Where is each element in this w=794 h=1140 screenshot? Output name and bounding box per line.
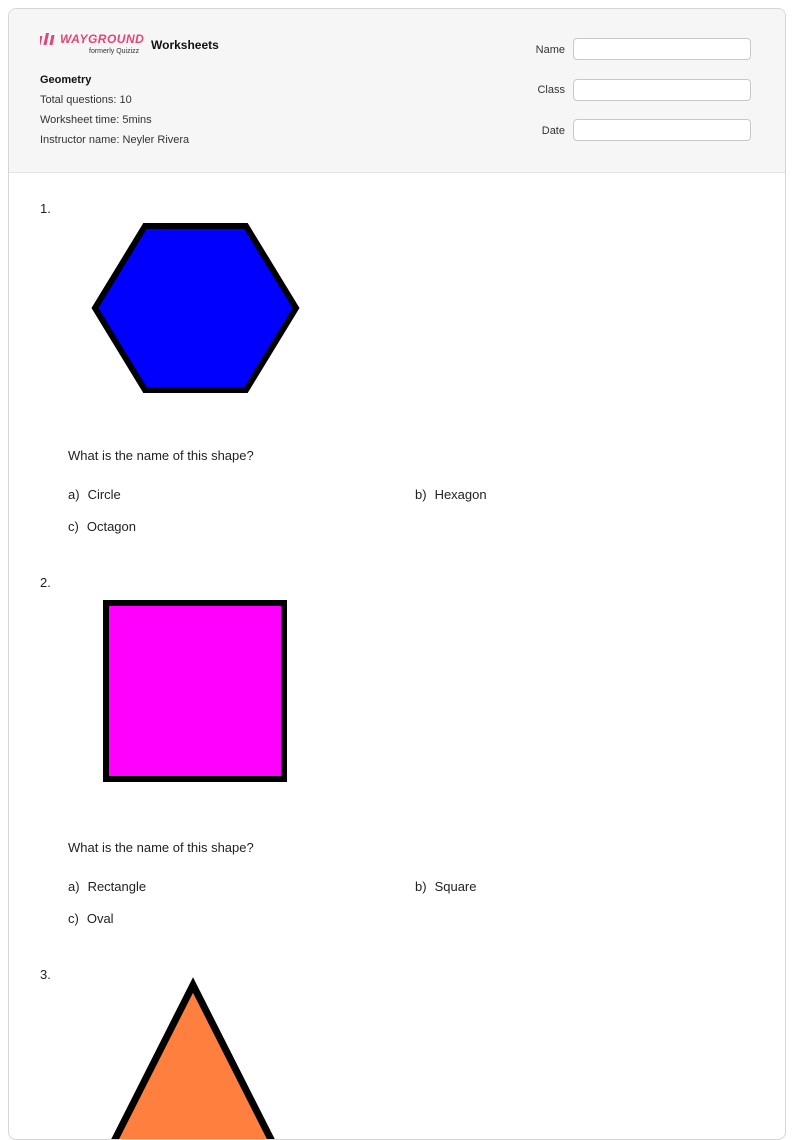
logo-wordmark: WAYGROUND	[60, 32, 145, 46]
answer-option[interactable]	[68, 879, 146, 894]
class-field[interactable]	[573, 79, 751, 101]
option-letter: c)	[68, 519, 79, 534]
option-text: Octagon	[86, 519, 136, 534]
worksheet-header	[9, 9, 785, 173]
option-text: Hexagon	[434, 487, 487, 502]
option-text: Square	[434, 879, 477, 894]
hexagon-shape	[91, 222, 301, 394]
question-number: 2.	[40, 575, 51, 590]
triangle-shape	[93, 979, 293, 1140]
option-letter: a)	[68, 879, 80, 894]
worksheet-title: Geometry	[40, 74, 92, 86]
wayground-logo-icon	[40, 33, 58, 45]
option-text: Oval	[86, 911, 114, 926]
answer-option[interactable]	[415, 879, 476, 894]
answer-option[interactable]	[68, 911, 114, 926]
option-letter: b)	[415, 879, 427, 894]
name-label: Name	[535, 44, 565, 56]
date-label: Date	[541, 125, 565, 137]
question-prompt: What is the name of this shape?	[68, 448, 254, 463]
question-number: 3.	[40, 967, 51, 982]
wayground-logo	[40, 32, 144, 58]
option-text: Rectangle	[87, 879, 147, 894]
question-number: 1.	[40, 201, 51, 216]
option-letter: c)	[68, 911, 79, 926]
total-questions: Total questions: 10	[40, 94, 132, 106]
option-text: Circle	[87, 487, 121, 502]
product-label: Worksheets	[151, 38, 219, 52]
answer-option[interactable]	[68, 519, 136, 534]
answer-option[interactable]	[68, 487, 121, 502]
worksheet-page	[8, 8, 786, 1140]
class-label: Class	[537, 84, 565, 96]
answer-option[interactable]	[415, 487, 487, 502]
option-letter: b)	[415, 487, 427, 502]
name-field[interactable]	[573, 38, 751, 60]
instructor-name: Instructor name: Neyler Rivera	[40, 134, 190, 146]
question-prompt: What is the name of this shape?	[68, 840, 254, 855]
worksheet-time: Worksheet time: 5mins	[40, 114, 152, 126]
logo-subtext: formerly Quizizz	[89, 48, 140, 55]
option-letter: a)	[68, 487, 80, 502]
square-shape	[103, 600, 287, 782]
date-field[interactable]	[573, 119, 751, 141]
